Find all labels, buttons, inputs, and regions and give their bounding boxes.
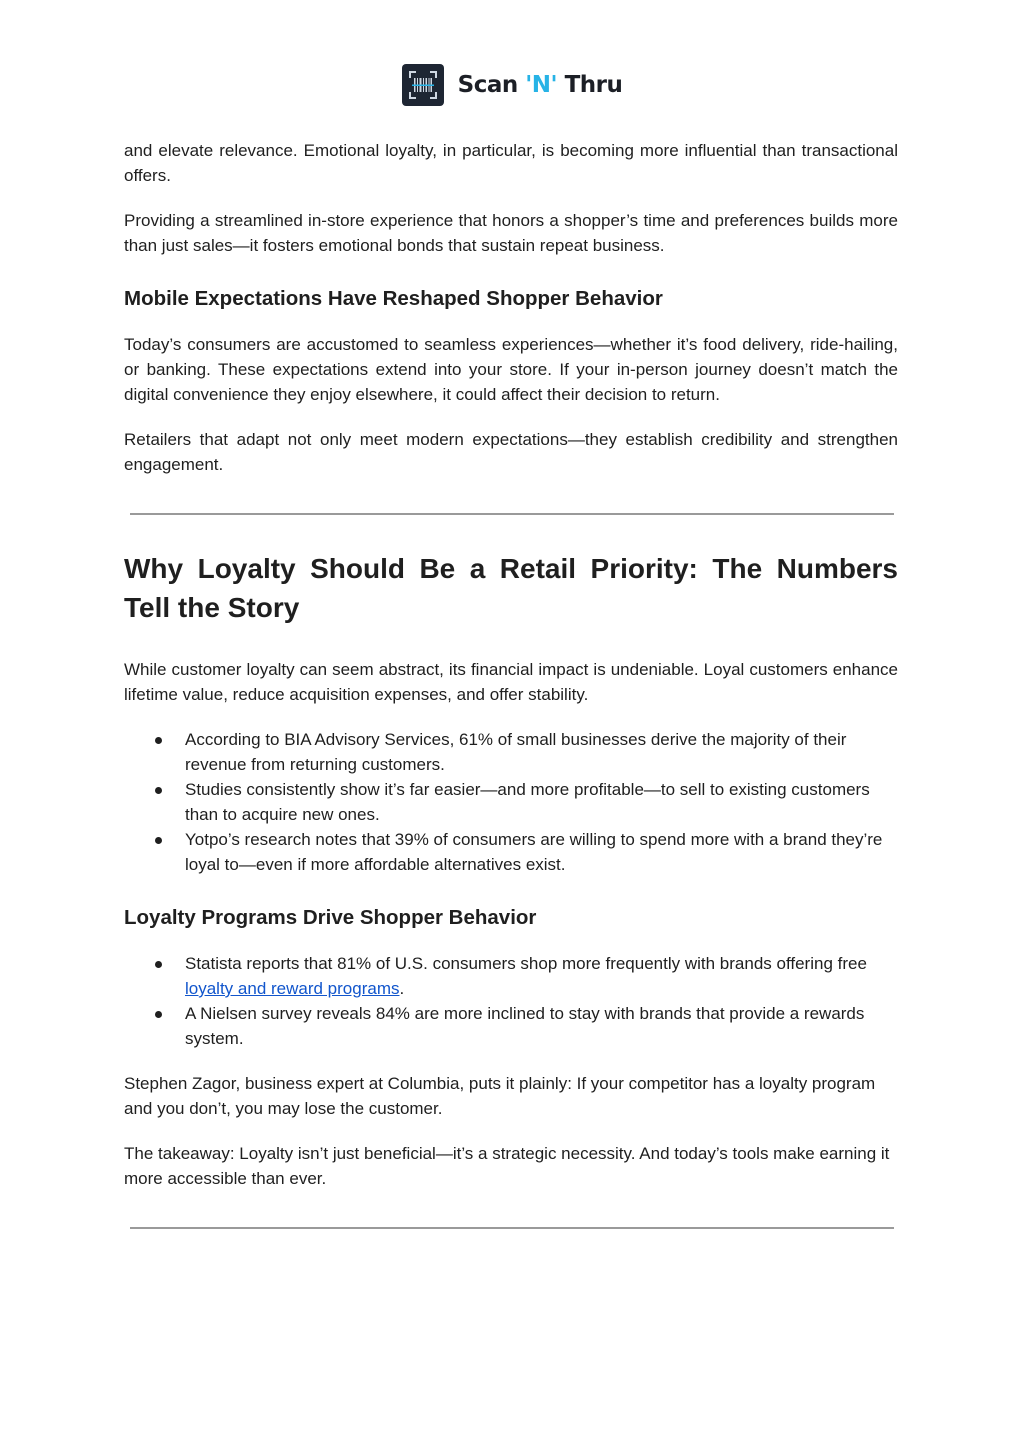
paragraph: Retailers that adapt not only meet modern expectations—they establish credibility and strengthen engagement. (124, 430, 898, 474)
brand-logo-text (458, 72, 623, 98)
bullet-icon (155, 961, 162, 968)
logo-text-part1: Scan (457, 72, 526, 98)
paragraph: Today’s consumers are accustomed to seamless experiences—whether it’s food delivery, ride-hailing, or banking. These expectations extend into your store. If your in-person journey doesn’t match the digital convenience they enjoy elsewhere, it could affect their decision to return. (124, 335, 898, 404)
bullet-icon (155, 787, 162, 794)
bullet-icon (155, 737, 162, 744)
list-item-text: . (399, 979, 405, 998)
list-item (124, 777, 898, 827)
paragraph: While customer loyalty can seem abstract, its financial impact is undeniable. Loyal customers enhance lifetime value, reduce acquisition expenses, and offer stability. (124, 660, 898, 704)
divider (130, 513, 894, 515)
logo-text-accent: 'N' (525, 72, 558, 98)
bullet-icon (155, 1011, 162, 1018)
paragraph: Stephen Zagor, business expert at Columbia, puts it plainly: If your competitor has a loyalty program and you don’t, you may lose the customer. (124, 1074, 876, 1118)
list-item (124, 827, 898, 877)
paragraph: and elevate relevance. Emotional loyalty, in particular, is becoming more influential than transactional offers. (124, 141, 898, 185)
document-body (124, 138, 898, 1229)
brand-header (0, 64, 1024, 106)
bullet-icon (155, 837, 162, 844)
logo-text-part2: Thru (557, 72, 623, 98)
bullet-list (124, 951, 898, 1051)
list-item (124, 727, 898, 777)
list-item-text: Studies consistently show it’s far easier—and more profitable—to sell to existing customers than to acquire new ones. (185, 780, 870, 824)
list-item (124, 1001, 898, 1051)
list-item-text: Yotpo’s research notes that 39% of consumers are willing to spend more with a brand they’re loyal to—even if more affordable alternatives exist. (185, 830, 883, 874)
list-item-text: A Nielsen survey reveals 84% are more inclined to stay with brands that provide a rewards system. (185, 1004, 865, 1048)
paragraph: The takeaway: Loyalty isn’t just beneficial—it’s a strategic necessity. And today’s tools make earning it more accessible than ever. (124, 1144, 890, 1188)
page-heading: Why Loyalty Should Be a Retail Priority: The Numbers Tell the Story (124, 553, 898, 623)
divider (130, 1227, 894, 1229)
section-heading: Mobile Expectations Have Reshaped Shopper Behavior (124, 287, 663, 310)
list-item-text: According to BIA Advisory Services, 61% of small businesses derive the majority of their revenue from returning customers. (185, 730, 847, 774)
barcode-scan-icon (402, 64, 444, 106)
bullet-list (124, 727, 898, 877)
list-item (124, 951, 898, 1001)
loyalty-programs-link[interactable]: loyalty and reward programs (185, 979, 400, 998)
list-item-text: Statista reports that 81% of U.S. consumers shop more frequently with brands offering free (185, 954, 867, 973)
paragraph: Providing a streamlined in-store experience that honors a shopper’s time and preferences builds more than just sales—it fosters emotional bonds that sustain repeat business. (124, 211, 898, 255)
section-heading: Loyalty Programs Drive Shopper Behavior (124, 906, 537, 929)
